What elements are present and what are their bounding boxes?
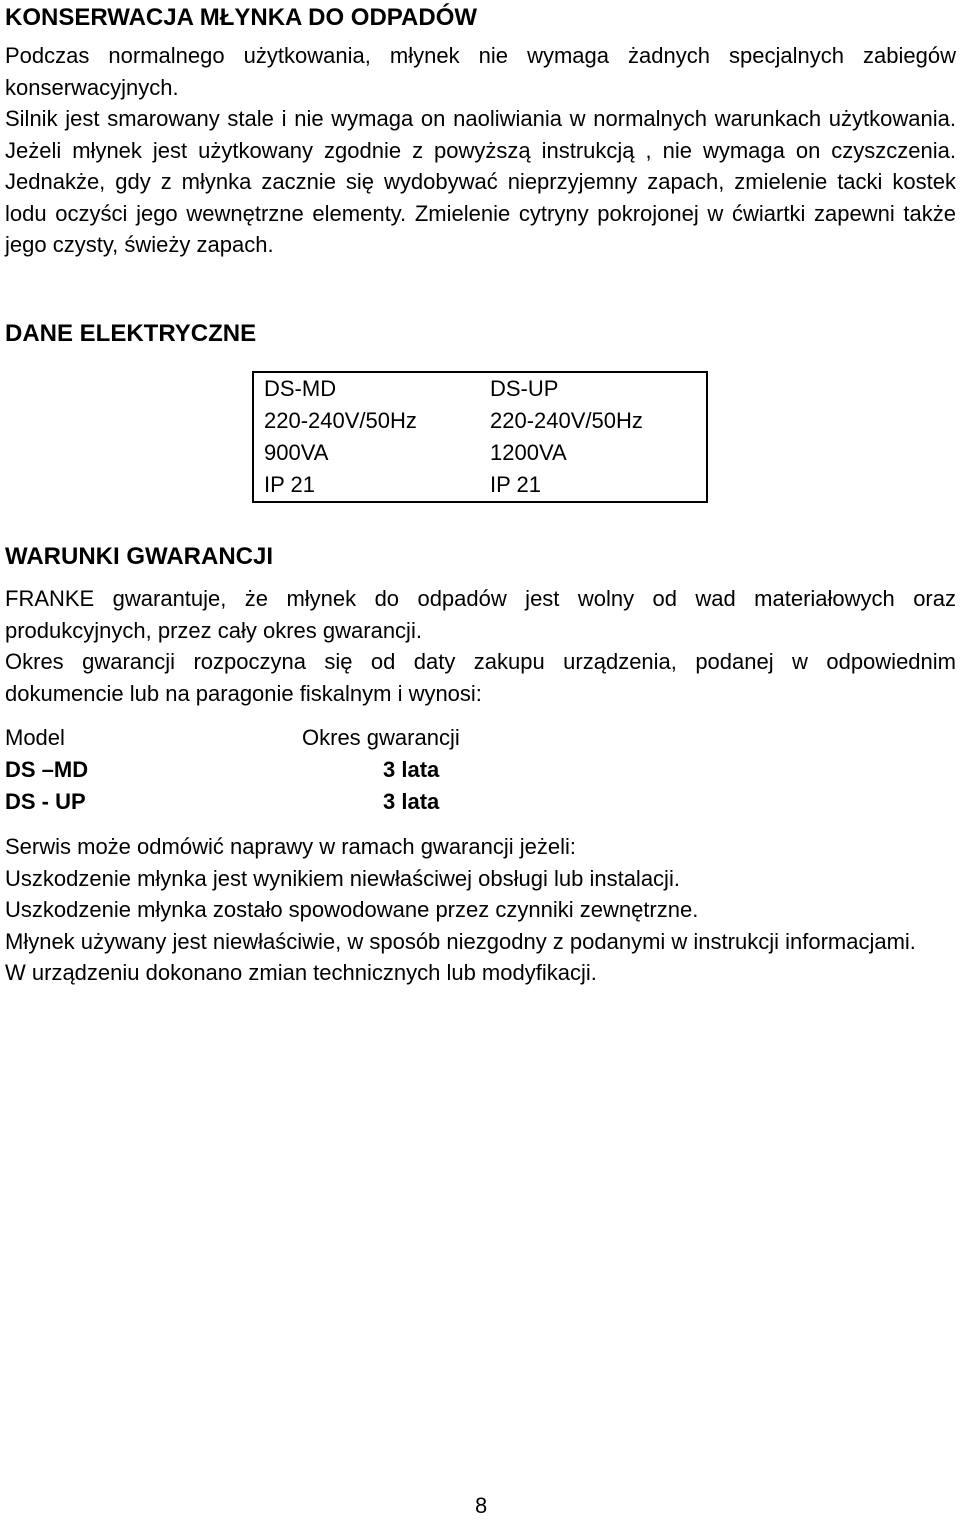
- service-line: Młynek używany jest niewłaściwie, w sposób niezgodny z podanymi w instrukcji informacjami.: [5, 928, 916, 954]
- model-warranty-period: 3 lata: [383, 757, 440, 782]
- models-header-row: [5, 722, 605, 754]
- maintenance-paragraph-2: Silnik jest smarowany stale i nie wymaga on naoliwiania w normalnych warunkach użytkowania. Jeżeli młynek jest użytkowany zgodnie z powyższą instrukcją , nie wymaga on czyszczenia. Jednakże, gdy z młynka zacznie się wydobywać nieprzyjemny zapach, zmielenie tacki kostek lodu oczyści jego wewnętrzne elementy. Zmielenie cytryny pokrojonej w ćwiartki zapewni także jego czysty, świeży zapach.: [5, 106, 956, 257]
- model-name: DS - UP: [5, 789, 86, 814]
- table-cell: DS-MD: [264, 376, 337, 401]
- maintenance-paragraph-1: Podczas normalnego użytkowania, młynek nie wymaga żadnych specjalnych zabiegów konserwacyjnych.: [5, 43, 956, 100]
- table-cell: IP 21: [264, 472, 315, 497]
- warranty-paragraph-2: Okres gwarancji rozpoczyna się od daty zakupu urządzenia, podanej w odpowiednim dokumencie lub na paragonie fiskalnym i wynosi:: [5, 649, 956, 706]
- service-line: Uszkodzenie młynka zostało spowodowane przez czynniki zewnętrzne.: [5, 897, 699, 922]
- list-item: [5, 754, 605, 786]
- heading-electrical-data: DANE ELEKTRYCZNE: [5, 320, 257, 347]
- service-line: W urządzeniu dokonano zmian technicznych lub modyfikacji.: [5, 960, 597, 985]
- table-cell: 220-240V/50Hz: [264, 408, 417, 433]
- table-row: [253, 405, 707, 437]
- warranty-models-list: [5, 722, 605, 818]
- maintenance-text: [5, 40, 956, 261]
- warranty-paragraph-1: FRANKE gwarantuje, że młynek do odpadów jest wolny od wad materiałowych oraz produkcyjnych, przez cały okres gwarancji.: [5, 586, 956, 643]
- table-cell: IP 21: [490, 472, 541, 497]
- model-name: DS –MD: [5, 757, 89, 782]
- table-row: [253, 469, 707, 502]
- service-line: Serwis może odmówić naprawy w ramach gwarancji jeżeli:: [5, 834, 576, 859]
- list-item: [5, 786, 605, 818]
- model-warranty-period: 3 lata: [383, 789, 440, 814]
- page-number: 8: [475, 1493, 488, 1518]
- electrical-data-table: [252, 371, 708, 503]
- table-cell: DS-UP: [490, 376, 559, 401]
- service-conditions: [5, 831, 956, 989]
- table-cell: 900VA: [264, 440, 329, 465]
- table-cell: 1200VA: [490, 440, 567, 465]
- models-header-model: Model: [5, 725, 65, 750]
- table-cell: 220-240V/50Hz: [490, 408, 643, 433]
- table-row: [253, 372, 707, 405]
- heading-maintenance: KONSERWACJA MŁYNKA DO ODPADÓW: [5, 4, 478, 31]
- warranty-text: [5, 583, 956, 709]
- table-row: [253, 437, 707, 469]
- service-line: Uszkodzenie młynka jest wynikiem niewłaściwej obsługi lub instalacji.: [5, 865, 680, 891]
- models-header-period: Okres gwarancji: [302, 725, 460, 750]
- heading-warranty: WARUNKI GWARANCJI: [5, 543, 273, 570]
